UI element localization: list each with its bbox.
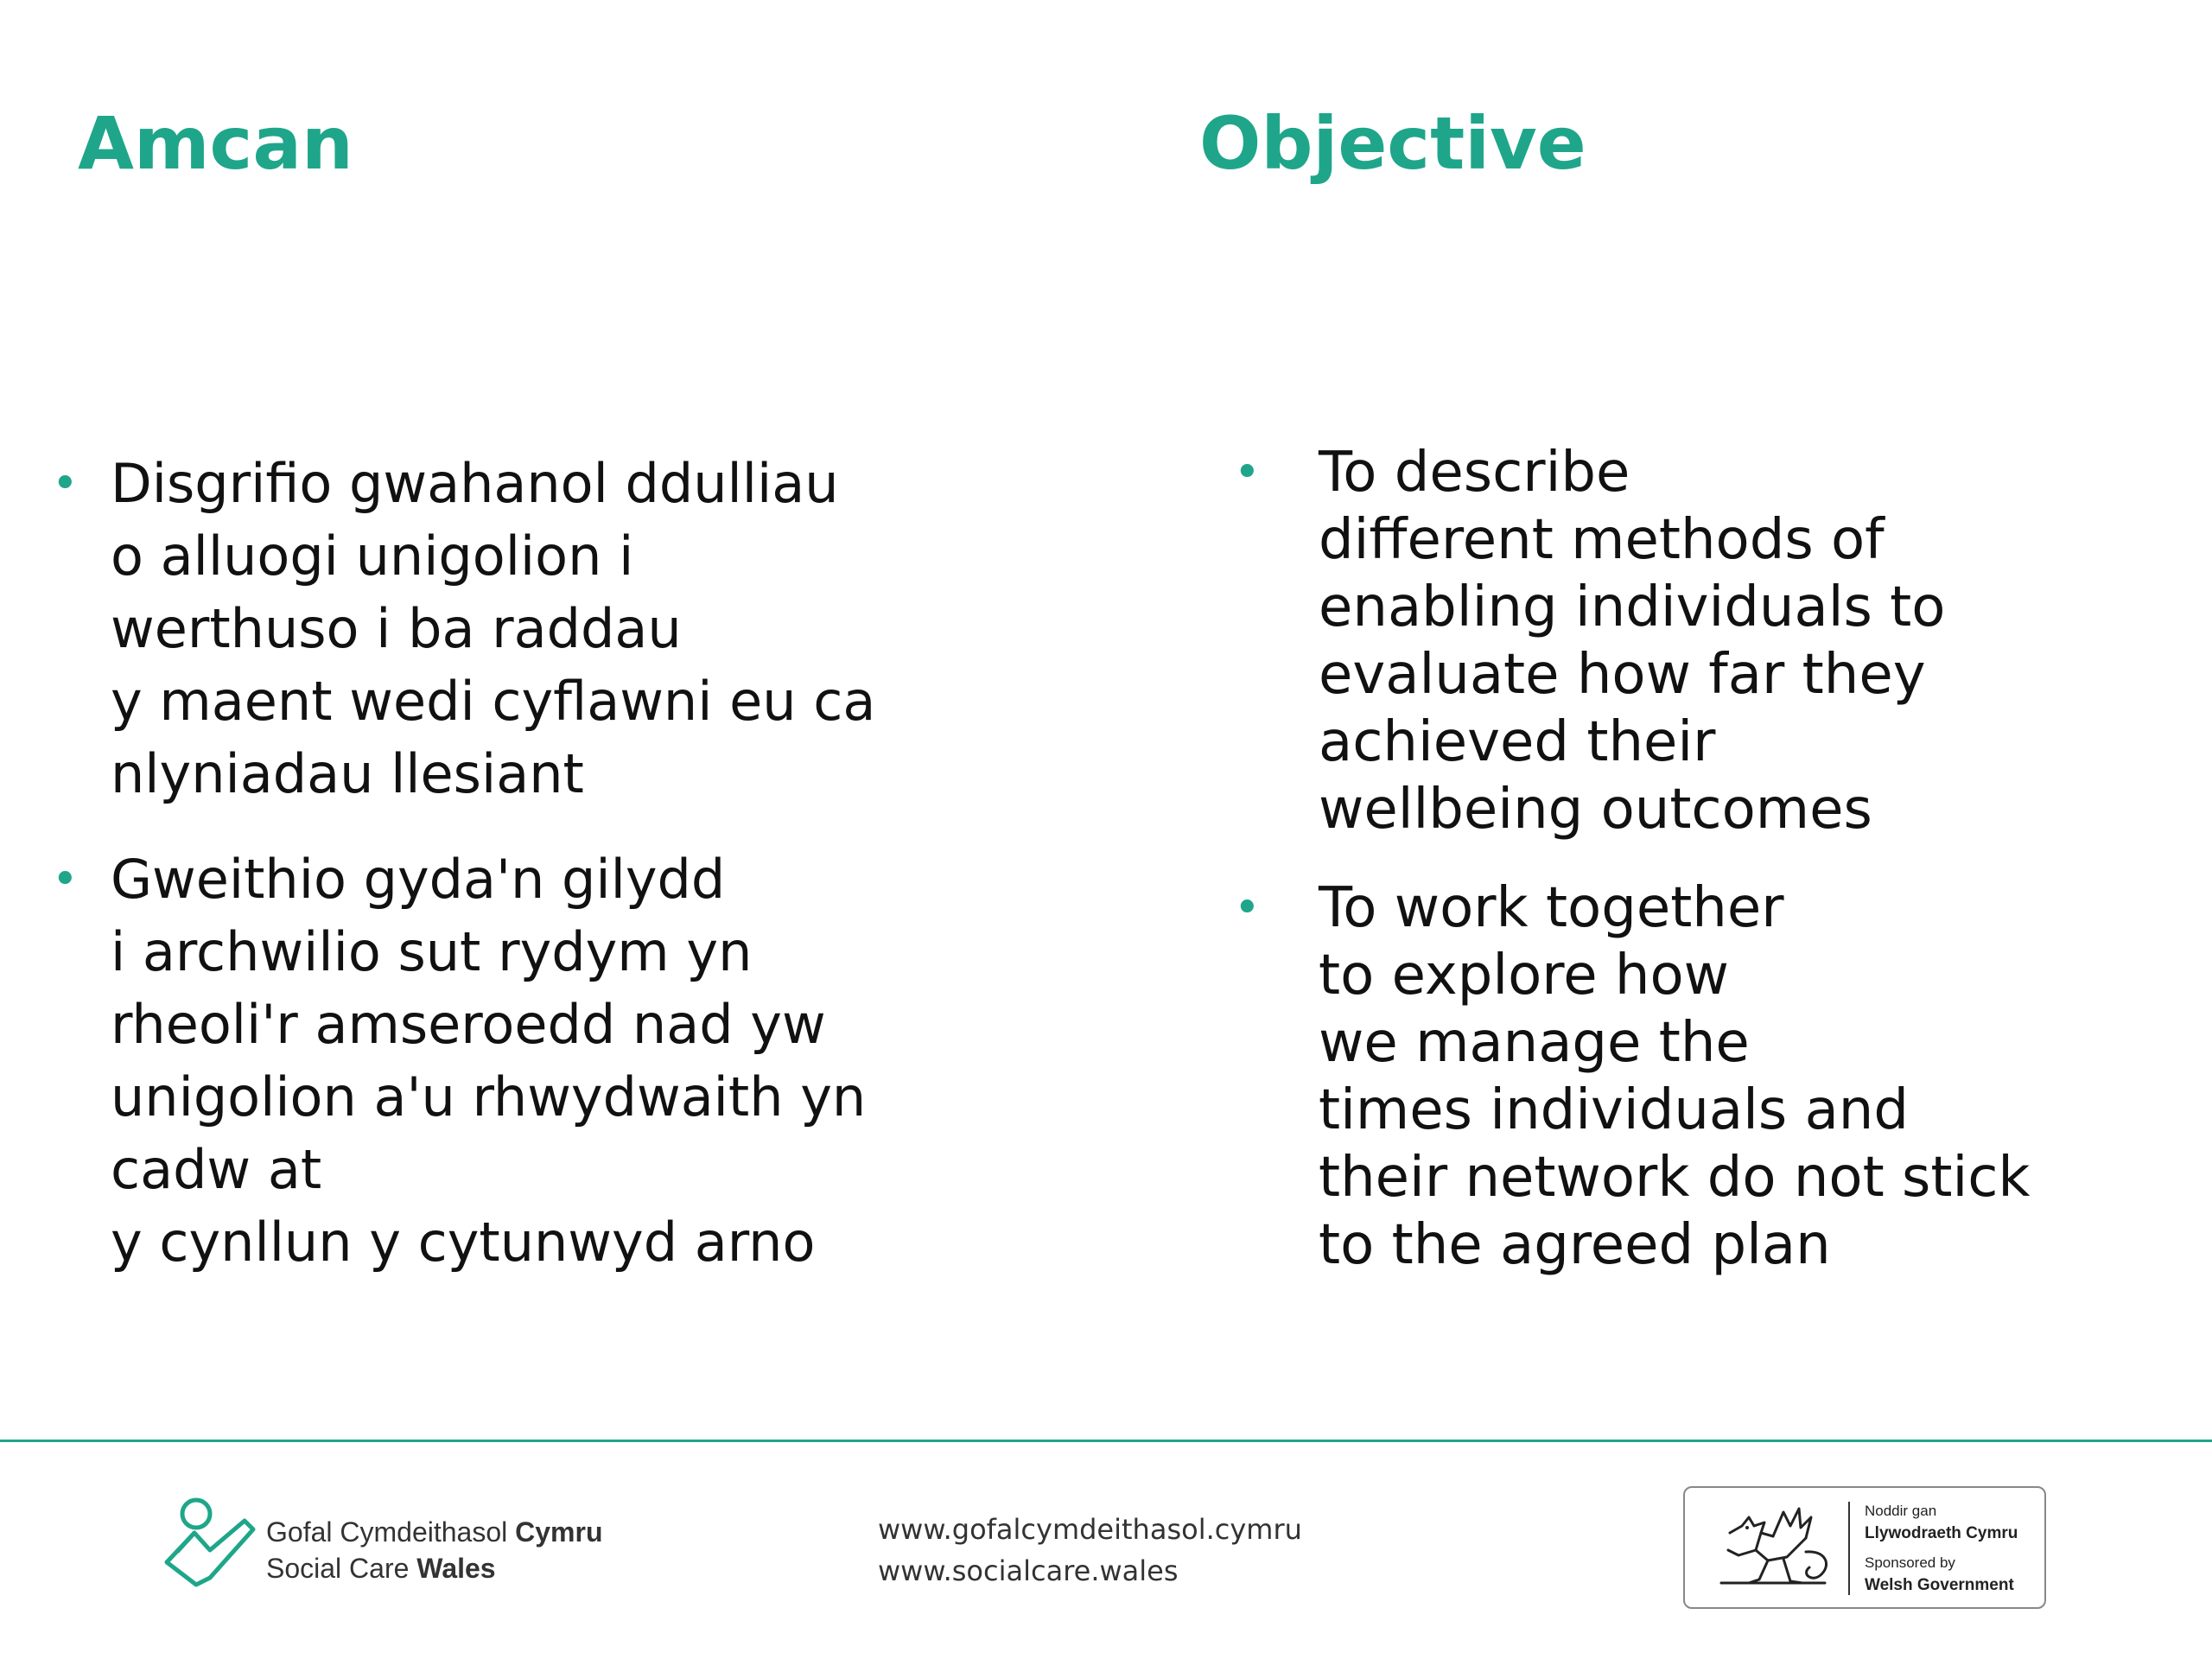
logo-line1-bold: Cymru (515, 1516, 603, 1548)
bullet-text-line: i archwilio sut rydym yn (111, 920, 753, 983)
bullet-text-line: evaluate how far they (1319, 643, 1926, 707)
logo-line-english (266, 1550, 602, 1586)
logo-line-welsh (266, 1514, 602, 1550)
bullet-text-line: Gweithio gyda'n gilydd (111, 848, 726, 911)
bullet-text-line: Disgrifio gwahanol ddulliau (111, 452, 839, 515)
sponsor-welsh-label: Noddir gan (1865, 1503, 1937, 1519)
bullet-text-line: nlyniadau llesiant (111, 742, 584, 805)
heading-objective: Objective (1199, 101, 1586, 186)
social-care-wales-logo-icon (160, 1495, 259, 1590)
bullet-item (1229, 439, 2145, 843)
sponsor-english-label: Sponsored by (1865, 1554, 1955, 1571)
bullet-text-line: achieved their (1319, 710, 1716, 774)
bullet-text-line: To describe (1319, 441, 1630, 505)
bullet-text-line: unigolion a'u rhwydwaith yn (111, 1065, 867, 1128)
bullet-text-line: different methods of (1319, 508, 1885, 572)
english-bullet-list (1229, 439, 2145, 1310)
bullet-text-line: werthuso i ba raddau (111, 597, 682, 660)
social-care-wales-logo-text (266, 1514, 602, 1586)
welsh-dragon-icon (1704, 1500, 1842, 1597)
bullet-icon: • (1234, 447, 1261, 499)
sponsor-english-org: Welsh Government (1865, 1576, 2014, 1594)
bullet-text-line: cadw at (111, 1138, 322, 1201)
bullet-text-line: times individuals and (1319, 1078, 1909, 1142)
bullet-text-line: To work together (1319, 876, 1784, 940)
bullet-item (52, 448, 916, 810)
badge-divider (1848, 1502, 1850, 1595)
logo-line2-bold: Wales (416, 1553, 496, 1584)
bullet-icon: • (1234, 882, 1261, 934)
bullet-item (52, 843, 916, 1279)
bullet-text-line: to the agreed plan (1319, 1213, 1831, 1277)
footer-divider (0, 1440, 2212, 1442)
sponsor-welsh-org: Llywodraeth Cymru (1865, 1524, 2018, 1542)
heading-amcan: Amcan (78, 101, 353, 186)
bullet-text-line: wellbeing outcomes (1319, 778, 1872, 842)
bullet-text-line: we manage the (1319, 1011, 1750, 1075)
logo-line1-prefix: Gofal Cymdeithasol (266, 1516, 516, 1548)
bullet-text-line: y maent wedi cyflawni eu ca (111, 670, 876, 733)
sponsor-text (1865, 1500, 2018, 1604)
bullet-item (1229, 874, 2145, 1279)
bullet-icon: • (52, 458, 79, 510)
bullet-text-line: enabling individuals to (1319, 575, 1946, 639)
welsh-bullet-list (52, 448, 916, 1312)
url-welsh[interactable]: www.gofalcymdeithasol.cymru (878, 1513, 1302, 1546)
bullet-text-line: o alluogi unigolion i (111, 524, 634, 588)
bullet-icon: • (52, 854, 79, 906)
logo-line2-prefix: Social Care (266, 1553, 417, 1584)
welsh-government-sponsor-badge (1683, 1486, 2046, 1609)
footer-urls (878, 1509, 1302, 1592)
bullet-text-line: their network do not stick (1319, 1146, 2031, 1210)
url-english[interactable]: www.socialcare.wales (878, 1554, 1179, 1587)
bullet-text-line: y cynllun y cytunwyd arno (111, 1211, 816, 1274)
bullet-text-line: to explore how (1319, 944, 1729, 1007)
bullet-text-line: rheoli'r amseroedd nad yw (111, 993, 826, 1056)
